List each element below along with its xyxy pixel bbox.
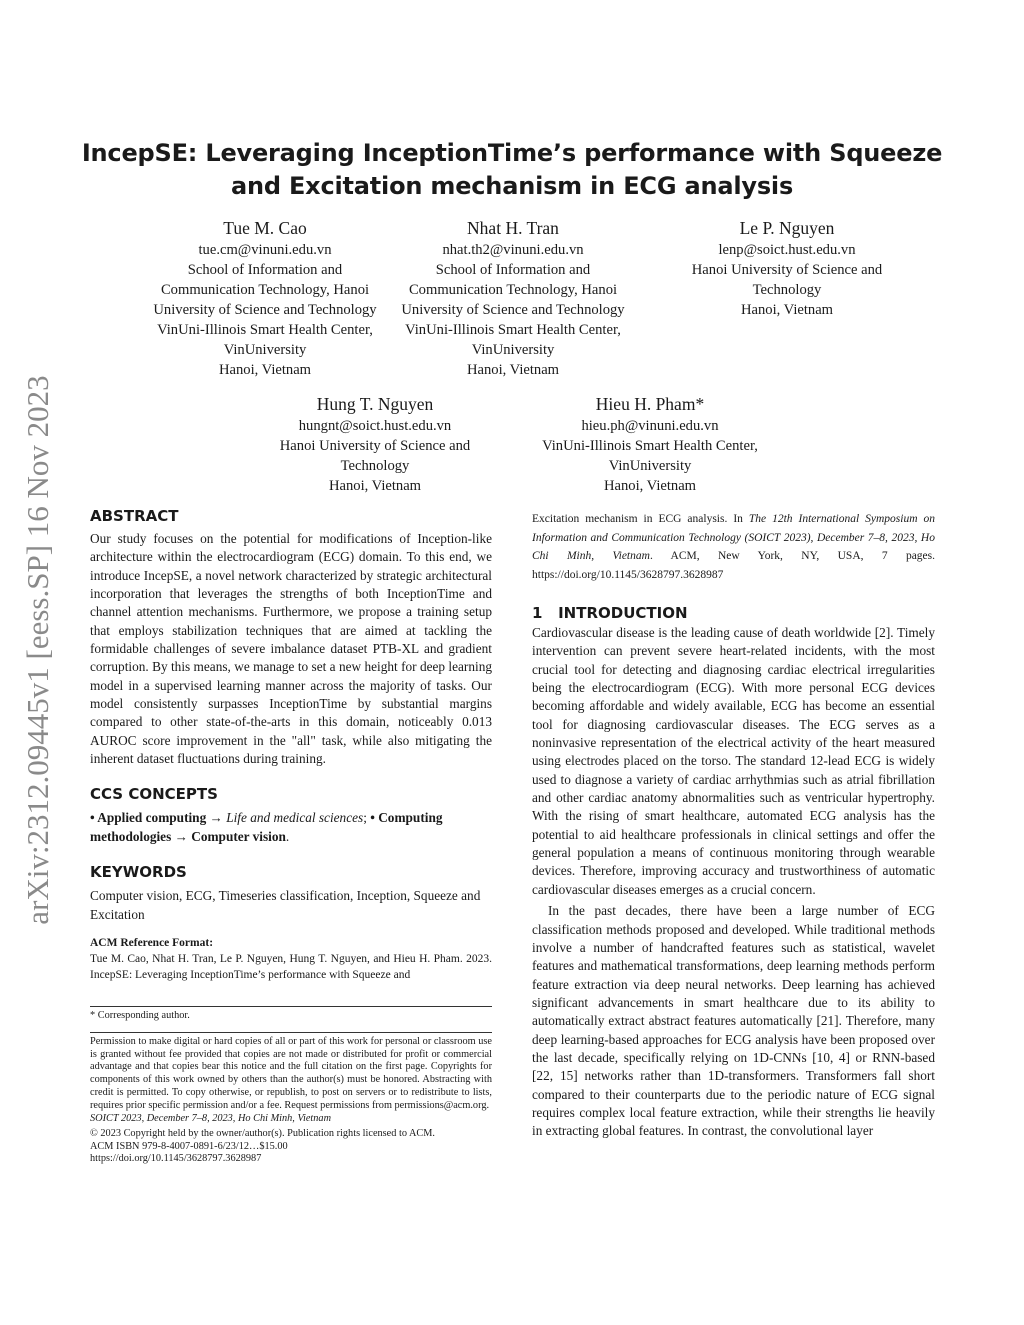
- ccs-term: • Computing methodologies: [90, 810, 443, 844]
- author-location: Hanoi, Vietnam: [603, 478, 697, 494]
- permission-text: Permission to make digital or hard copies of all or part of this work for personal or classroom use is granted without fee provided that copies are not made or distributed for profit or commercial advantage and that copies bear this notice and the full citation on the first page. Copyrights for components of this work owned by others than the author(s) must be honored. Abstracting with credit is permitted. To copy otherwise, or republish, to post on servers or to redistribute to lists, requires prior specific permission and/or a fee. Request permissions from permissions@acm.org.: [90, 1036, 492, 1111]
- ccs-term: Life and medical sciences: [226, 810, 364, 826]
- paper-title: IncepSE: Leveraging InceptionTime’s performance with Squeeze and Excitation mechanism in ECG analysis: [81, 139, 943, 200]
- doi-link[interactable]: https://doi.org/10.1145/3628797.3628987: [90, 1153, 262, 1165]
- reference-text: Excitation mechanism in ECG analysis. In: [532, 513, 749, 525]
- author-affiliation: University of Science and Technology: [153, 302, 377, 318]
- ccs-term: Computer vision: [191, 828, 286, 844]
- author-email[interactable]: hieu.ph@vinuni.edu.vn: [581, 418, 719, 434]
- right-column: [532, 510, 935, 1141]
- keywords-heading: KEYWORDS: [90, 863, 187, 882]
- author-affiliation: School of Information and: [435, 262, 591, 278]
- footnote-divider: [90, 1006, 492, 1007]
- author-affiliation: Hanoi University of Science and: [691, 262, 883, 278]
- author-location: Hanoi, Vietnam: [218, 362, 312, 378]
- author-email[interactable]: lenp@soict.hust.edu.vn: [718, 242, 856, 258]
- author-affiliation: Communication Technology, Hanoi: [160, 282, 370, 298]
- author-email[interactable]: nhat.th2@vinuni.edu.vn: [442, 242, 584, 258]
- author-name: Nhat H. Tran: [467, 218, 559, 238]
- footnote-corresponding: * Corresponding author.: [90, 1010, 190, 1021]
- author-affiliation: Communication Technology, Hanoi: [408, 282, 618, 298]
- author-affiliation: School of Information and: [187, 262, 343, 278]
- author-affiliation: Technology: [340, 458, 410, 474]
- period: .: [285, 828, 290, 844]
- author-name: Le P. Nguyen: [739, 218, 835, 238]
- copyright: © 2023 Copyright held by the owner/author(s). Publication rights licensed to ACM.: [90, 1127, 436, 1139]
- keywords-text: Computer vision, ECG, Timeseries classification, Inception, Squeeze and Excitation: [90, 888, 481, 922]
- permission-divider: [90, 1032, 492, 1033]
- author-affiliation: University of Science and Technology: [401, 302, 625, 318]
- author-block: [612, 217, 962, 320]
- author-affiliation: VinUniversity: [608, 458, 692, 474]
- ccs-concepts: [90, 809, 492, 846]
- author-affiliation: VinUniversity: [223, 342, 307, 358]
- venue: SOICT 2023, December 7–8, 2023, Ho Chi Minh, Vietnam: [90, 1113, 332, 1125]
- author-email[interactable]: tue.cm@vinuni.edu.vn: [198, 242, 332, 258]
- left-column: [90, 506, 492, 984]
- acm-reference-text: Tue M. Cao, Nhat H. Tran, Le P. Nguyen, Hung T. Nguyen, and Hieu H. Pham. 2023. IncepSE: Leveraging InceptionTime’s performance with Squeeze and: [90, 952, 492, 982]
- author-name: Hieu H. Pham*: [595, 394, 705, 414]
- author-location: Hanoi, Vietnam: [740, 302, 834, 318]
- reference-venue: The 12th International Symposium on Information and Communication Technology (SOICT 2023), December 7–8, 2023, Ho Chi Minh, Vietnam: [532, 513, 935, 562]
- separator: ;: [363, 810, 371, 826]
- author-affiliation: VinUni-Illinois Smart Health Center,: [542, 438, 758, 454]
- isbn: ACM ISBN 979-8-4007-0891-6/23/12…$15.00: [90, 1140, 288, 1152]
- reference-doi[interactable]: . ACM, New York, NY, USA, 7 pages. https://doi.org/10.1145/3628797.3628987: [532, 550, 935, 581]
- arrow: →: [206, 810, 227, 826]
- author-block: [475, 393, 825, 496]
- permission-block: [90, 1036, 492, 1166]
- author-location: Hanoi, Vietnam: [466, 362, 560, 378]
- author-name: Hung T. Nguyen: [316, 394, 434, 414]
- abstract-text: Our study focuses on the potential for modifications of Inception-like architecture within the electrocardiogram (ECG) domain. To this end, we introduce IncepSE, a novel network characterized by strategic architectural incorporation that leverages the strengths of both InceptionTime and channel attention mechanisms. Furthermore, we propose a training setup that employs stabilization techniques that are aimed at tackling the formidable challenges of severe imbalance dataset PTB-XL and gradient corruption. By this means, we manage to set a new height for deep learning model in a supervised learning manner across the majority of tasks. Our model consistently surpasses InceptionTime by substantial margins compared to other state-of-the-arts in this domain, noticeably 0.013 AUROC score improvement in the "all" task, while also mitigating the inherent dataset fluctuations during training.: [90, 531, 492, 767]
- author-affiliation: VinUniversity: [471, 342, 555, 358]
- author-affiliation: VinUni-Illinois Smart Health Center,: [405, 322, 621, 338]
- introduction-heading: 1 INTRODUCTION: [532, 604, 688, 622]
- author-location: Hanoi, Vietnam: [328, 478, 422, 494]
- acm-reference-heading: ACM Reference Format:: [90, 936, 214, 949]
- arrow: →: [171, 828, 192, 844]
- ccs-term: • Applied computing: [90, 810, 207, 826]
- ccs-heading: CCS CONCEPTS: [90, 785, 218, 804]
- acm-reference-continued: [532, 510, 935, 584]
- intro-paragraph: In the past decades, there have been a large number of ECG classification methods proposed and developed. While traditional methods involve a number of handcrafted features such as statistical, wavelet features and mathematical transformations, deep learning methods perform feature extraction via deep neural networks. Deep learning has achieved significant advancements in smart healthcare due to its ability to automatically extract abstract features automatically [21]. Therefore, many deep learning-based approaches for ECG analysis have been proposed over the last decade, specifically relying on 1D-CNNs [10, 4] or RNN-based [22, 15] networks rather than 1D-transformers. Transformers fall short compared to their counterparts due to the periodic nature of ECG signal requires complex local feature extraction, while their strengths lie heavily in extracting global features. In contrast, the convolutional layer: [532, 903, 935, 1139]
- abstract-heading: ABSTRACT: [90, 507, 179, 525]
- arxiv-identifier: arXiv:2312.09445v1 [eess.SP] 16 Nov 2023: [20, 375, 55, 925]
- intro-paragraph: Cardiovascular disease is the leading cause of death worldwide [2]. Timely intervention can prevent severe heart-related incidents, with the most crucial tool for detecting and diagnosing cardiac electrical irregularities being the electrocardiogram (ECG). With more personal ECG devices becoming affordable and widely available, ECG has become an essential tool for diagnosing cardiovascular diseases. The ECG serves as a noninvasive representation of the electrical activity of the heart measured using electrodes placed on the torso. The standard 12-lead ECG is widely used to diagnose a variety of cardiac arrhythmias such as atrial fibrillation and other cardiac anatomy abnormalities such as ventricular hypertrophy. With the rising of smart healthcare, automated ECG analysis has the potential to aid healthcare professionals in clinical settings and offer the general population a means of continuous monitoring through wearable devices. Therefore, improving accuracy and trustworthiness of automatic cardiovascular diseases emerges as a crucial concern.: [532, 625, 935, 897]
- author-name: Tue M. Cao: [223, 218, 307, 238]
- author-affiliation: VinUni-Illinois Smart Health Center,: [157, 322, 373, 338]
- author-email[interactable]: hungnt@soict.hust.edu.vn: [298, 418, 452, 434]
- author-affiliation: Hanoi University of Science and: [279, 438, 471, 454]
- author-affiliation: Technology: [752, 282, 822, 298]
